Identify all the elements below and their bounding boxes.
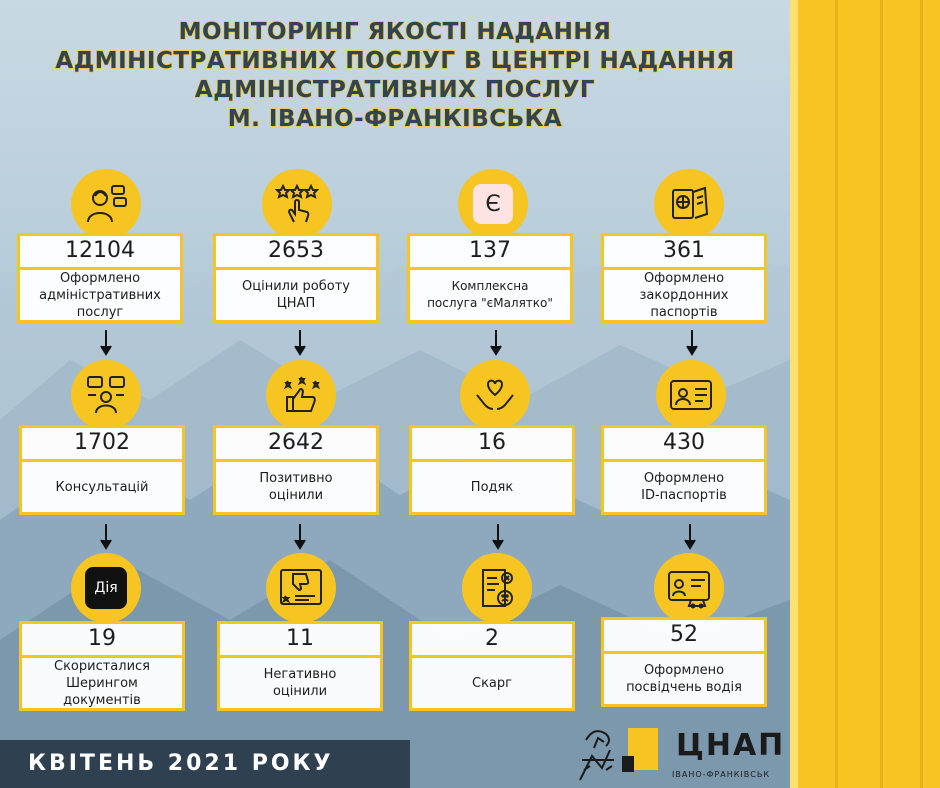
title-line-4: М. ІВАНО-ФРАНКІВСЬКА	[227, 106, 563, 132]
stat-label: Скарг	[472, 675, 512, 691]
stat-card	[19, 621, 185, 711]
stat-label: Подяк	[470, 479, 514, 495]
stat-card	[217, 621, 383, 711]
stat-label: Оформлено закордонних паспортів	[639, 270, 729, 320]
logo-name: ЦНАП	[676, 728, 786, 763]
stat-value: 1702	[22, 428, 182, 462]
arrow-down-icon	[294, 524, 306, 550]
id-card-icon	[656, 360, 726, 430]
arrow-down-icon	[490, 330, 502, 356]
stat-value: 430	[604, 428, 764, 462]
title-line-3: АДМІНІСТРАТИВНИХ ПОСЛУГ	[194, 77, 596, 103]
thumbs-down-board-icon	[266, 553, 336, 623]
stat-label: Оцінили роботу ЦНАП	[242, 279, 350, 311]
stat-value: 2642	[216, 428, 376, 462]
stat-label: Негативно оцінили	[263, 667, 337, 699]
stat-label: Комплексна послуга "єМалятко"	[427, 279, 553, 310]
title-line-2: АДМІНІСТРАТИВНИХ ПОСЛУГ В ЦЕНТРІ НАДАННЯ	[55, 48, 735, 74]
consultation-icon	[71, 360, 141, 430]
yellow-stripe-edge	[790, 0, 798, 788]
stat-card	[601, 425, 767, 515]
logo-city: ІВАНО-ФРАНКІВСЬК	[672, 770, 770, 779]
complaint-icon	[462, 553, 532, 623]
stripe-rib	[920, 0, 923, 788]
stat-value: 11	[220, 624, 380, 658]
stat-value: 2	[412, 624, 572, 658]
stat-card	[601, 617, 767, 707]
stat-card	[409, 425, 575, 515]
rating-stars-touch-icon	[262, 169, 332, 239]
stat-value: 2653	[216, 236, 376, 270]
arrow-down-icon	[100, 330, 112, 356]
arrow-down-icon	[294, 330, 306, 356]
stat-value: 12104	[20, 236, 180, 270]
thumbs-up-stars-icon	[266, 360, 336, 430]
stat-label: Скористалися Шерингом документів	[54, 658, 150, 708]
stripe-rib	[835, 0, 838, 788]
arrow-down-icon	[100, 524, 112, 550]
arrow-down-icon	[492, 524, 504, 550]
driver-license-icon	[654, 553, 724, 623]
diia-icon	[71, 553, 141, 623]
stat-card	[19, 425, 185, 515]
stat-label: Оформлено адміністративних послуг	[39, 270, 161, 320]
stripe-rib	[880, 0, 883, 788]
stat-value: 16	[412, 428, 572, 462]
stat-value: 19	[22, 624, 182, 658]
arrow-down-icon	[686, 330, 698, 356]
page-title	[0, 18, 790, 134]
stat-card	[17, 233, 183, 323]
stat-label: Оформлено ID-паспортів	[641, 471, 727, 503]
emalyatko-badge: Є	[473, 184, 513, 224]
stat-card	[213, 425, 379, 515]
stat-card	[601, 233, 767, 323]
arrow-down-icon	[684, 524, 696, 550]
emalyatko-icon	[458, 169, 528, 239]
stat-value: 52	[604, 620, 764, 654]
stat-card	[407, 233, 573, 323]
stat-label: Оформлено посвідчень водія	[626, 663, 742, 695]
passport-icon	[654, 169, 724, 239]
stat-value: 361	[604, 236, 764, 270]
stat-card	[409, 621, 575, 711]
yellow-stripe	[790, 0, 940, 788]
stat-value: 137	[410, 236, 570, 270]
operator-chat-icon	[71, 169, 141, 239]
stat-card	[213, 233, 379, 323]
stat-label: Позитивно оцінили	[259, 471, 333, 503]
heart-hands-icon	[460, 360, 530, 430]
diia-badge: Дія	[85, 567, 127, 609]
stat-label: Консультацій	[55, 479, 149, 495]
title-line-1: МОНІТОРИНГ ЯКОСТІ НАДАННЯ	[178, 19, 612, 45]
period-banner: КВІТЕНЬ 2021 РОКУ	[0, 740, 410, 788]
